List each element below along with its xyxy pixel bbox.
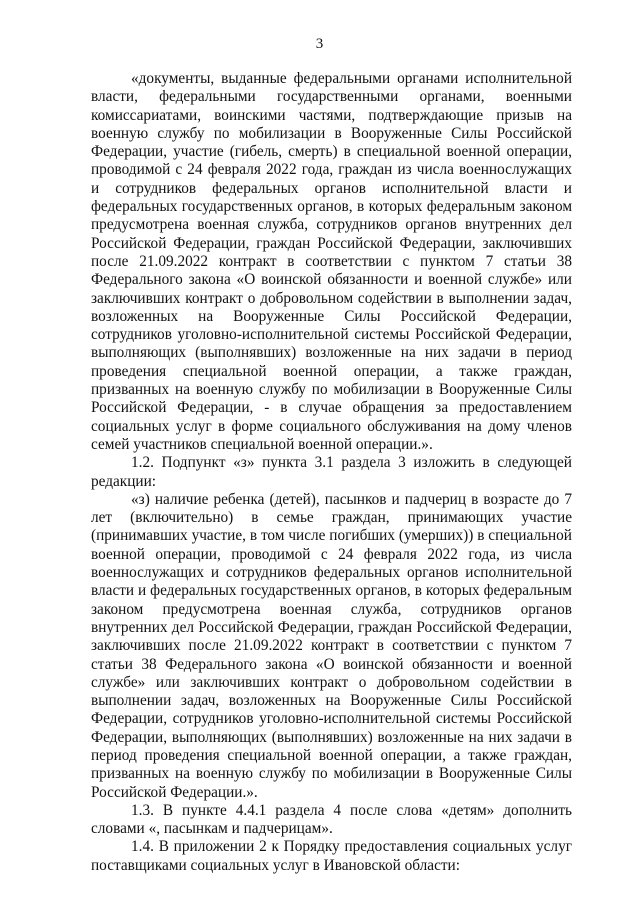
paragraph-1-3: 1.3. В пункте 4.4.1 раздела 4 после слова «детям» дополнить словами «, пасынкам и падчерицам». — [91, 801, 572, 838]
document-body — [91, 70, 572, 875]
paragraph-1-2: 1.2. Подпункт «з» пункта 3.1 раздела 3 изложить в следующей редакции: — [91, 454, 572, 490]
paragraph-1-4: 1.4. В приложении 2 к Порядку предоставления социальных услуг поставщиками социальных услуг в Ивановской области: — [91, 838, 572, 874]
page-number: 3 — [315, 36, 324, 52]
paragraph-subitem-z: «з) наличие ребенка (детей), пасынков и падчериц в возрасте до 7 лет (включительно) в семье граждан, принимающих участие (принимавших участие, в том числе погибших (умерших)) в специальной военной операции, проводимой с 24 февраля 2022 года, из числа военнослужащих и сотрудников федеральных органов исполнительной власти и федеральных государственных органов, в которых федеральным законом предусмотрена военная служба, сотрудников органов внутренних дел Российской Федерации, граждан Российской Федерации, заключивших после 21.09.2022 контракт в соответствии с пунктом 7 статьи 38 Федерального закона «О воинской обязанности и военной службе» или заключивших контракт о добровольном содействии в выполнении задач, возложенных на Вооруженные Силы Российской Федерации, сотрудников уголовно-исполнительной системы Российской Федерации, выполняющих (выполнявших) возложенные на них задачи в период проведения специальной военной операции, а также граждан, призванных на военную службу по мобилизации в Вооруженные Силы Российской Федерации.». — [91, 490, 572, 801]
paragraph-documents-list: «документы, выданные федеральными органами исполнительной власти, федеральными государственными органами, военными комиссариатами, воинскими частями, подтверждающие призыв на военную службу по мобилизации в Вооруженные Силы Российской Федерации, участие (гибель, смерть) в специальной военной операции, проводимой с 24 февраля 2022 года, граждан из числа военнослужащих и сотрудников федеральных органов исполнительной власти и федеральных государственных органов, в которых федеральным законом предусмотрена военная служба, сотрудников органов внутренних дел Российской Федерации, граждан Российской Федерации, заключивших после 21.09.2022 контракт в соответствии с пунктом 7 статьи 38 Федерального закона «О воинской обязанности и военной службе» или заключивших контракт о добровольном содействии в выполнении задач, возложенных на Вооруженные Силы Российской Федерации, сотрудников уголовно-исполнительной системы Российской Федерации, выполняющих (выполнявших) возложенные на них задачи в период проведения специальной военной операции, а также граждан, призванных на военную службу по мобилизации в Вооруженные Силы Российской Федерации, - в случае обращения за предоставлением социальных услуг в форме социального обслуживания на дому членов семей участников специальной военной операции.». — [91, 70, 572, 453]
